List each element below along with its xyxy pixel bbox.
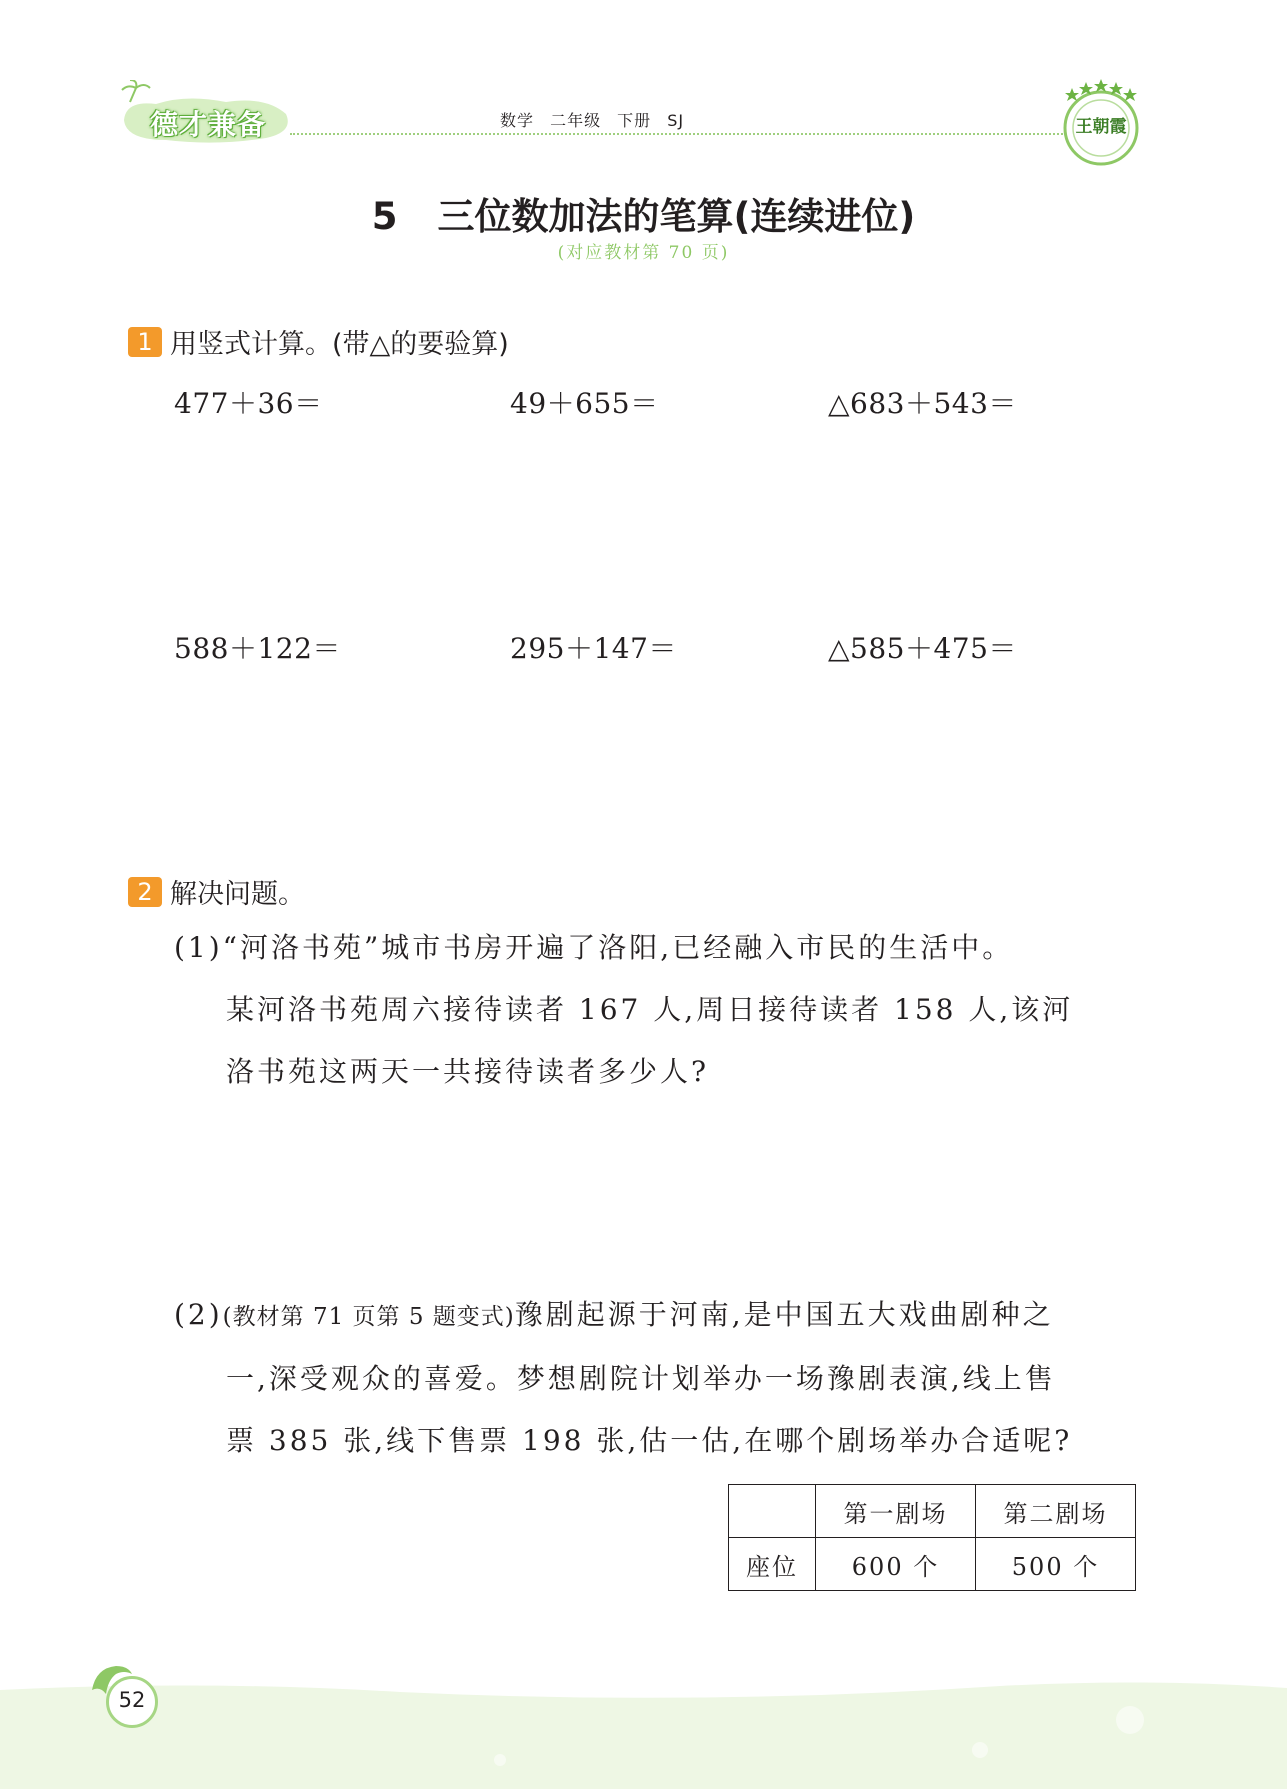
author-seal-text: 王朝霞 [1075, 117, 1127, 137]
question-2-line: 一,深受观众的喜爱。梦想剧院计划举办一场豫剧表演,线上售 [226, 1362, 1056, 1395]
expression: 295＋147＝ [510, 632, 677, 665]
expression: △585＋475＝ [828, 632, 1017, 665]
question-1-line: (1)“河洛书苑”城市书房开遍了洛阳,已经融入市民的生活中。 [174, 931, 1014, 964]
lesson-title: 三位数加法的笔算(连续进位) [437, 195, 916, 238]
table-row-label: 座位 [729, 1538, 816, 1591]
expression: 588＋122＝ [174, 632, 341, 665]
lesson-number: 5 [371, 195, 398, 238]
expression: △683＋543＝ [828, 387, 1017, 420]
logo-text: 德才兼备 [150, 108, 267, 141]
page-title [0, 186, 1287, 240]
table-header-cell: 第二剧场 [976, 1485, 1136, 1538]
page-number: 52 [118, 1688, 146, 1712]
header-subject: 数学 二年级 下册 SJ [500, 111, 685, 130]
question-1-line: 洛书苑这两天一共接待读者多少人? [226, 1055, 710, 1088]
question-1-line: 某河洛书苑周六接待读者 167 人,周日接待读者 158 人,该河 [226, 993, 1074, 1026]
table-cell: 600 个 [816, 1538, 976, 1591]
textbook-reference: (对应教材第 70 页) [557, 243, 730, 263]
table-cell: 500 个 [976, 1538, 1136, 1591]
question-2 [174, 1284, 1134, 1472]
section-1-title: 用竖式计算。(带△的要验算) [170, 329, 509, 360]
section-2-number: 2 [128, 877, 162, 907]
expression: 477＋36＝ [174, 387, 323, 420]
question-2-line: 票 385 张,线下售票 198 张,估一估,在哪个剧场举办合适呢? [226, 1424, 1073, 1457]
question-2-line: 豫剧起源于河南,是中国五大戏曲剧种之 [514, 1298, 1054, 1331]
question-2-source: (教材第 71 页第 5 题变式) [222, 1304, 515, 1330]
table-row [729, 1538, 1136, 1591]
theater-seat-table [728, 1484, 1136, 1591]
header-dotted-line [290, 133, 1070, 135]
footer-decoration [0, 1680, 1287, 1789]
question-2-prefix: (2) [174, 1298, 223, 1331]
table-header-row [729, 1485, 1136, 1538]
table-cell [729, 1485, 816, 1538]
section-1-number: 1 [128, 327, 162, 357]
table-header-cell: 第一剧场 [816, 1485, 976, 1538]
section-2-heading [128, 872, 305, 911]
section-1-heading [128, 322, 509, 361]
section-2-title: 解决问题。 [170, 879, 305, 910]
question-1 [174, 917, 1134, 1103]
expression: 49＋655＝ [510, 387, 659, 420]
